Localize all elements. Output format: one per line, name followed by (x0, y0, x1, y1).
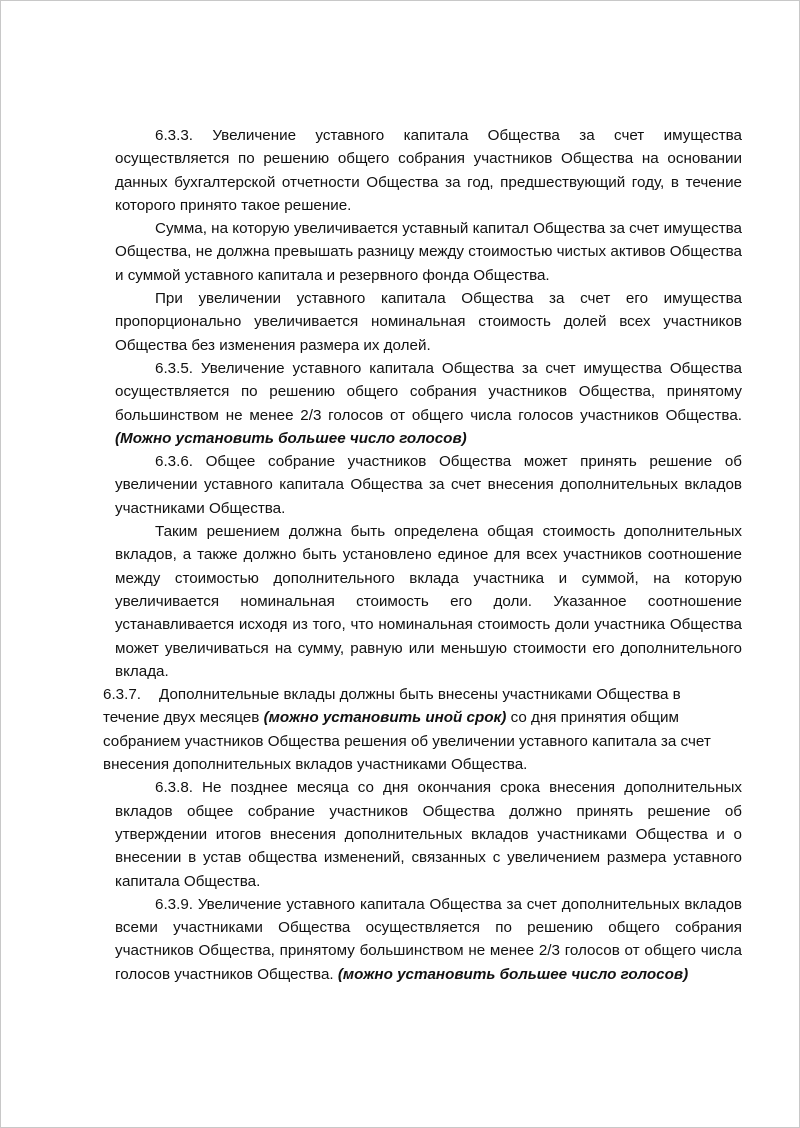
paragraph-6-3-7-text-b: со дня принятия общим собранием участников Общества решения об увеличении уставного капитала за счет внесения дополнительных вкладов участниками Общества. (103, 709, 711, 774)
paragraph-6-3-7-text-a: Дополнительные вклады должны быть внесены участниками Общества в течение двух месяцев (103, 686, 681, 727)
paragraph-ratio-definition: Таким решением должна быть определена общая стоимость дополнительных вкладов, а также должно быть установлено единое для всех участников соотношение между стоимостью дополнительного вклада участника и суммой, на которую увеличивается номинальная стоимость его доли. Указанное соотношение устанавливается исходя из того, что номинальная стоимость доли участника Общества может увеличиваться на сумму, равную или меньшую стоимости его дополнительного вклада. (115, 523, 742, 680)
paragraph-6-3-3: 6.3.3. Увеличение уставного капитала Общества за счет имущества осуществляется по решению общего собрания участников Общества на основании данных бухгалтерской отчетности Общества за год, предшествующий году, в течение которого принято такое решение. (115, 127, 742, 214)
paragraph-6-3-8: 6.3.8. Не позднее месяца со дня окончания срока внесения дополнительных вкладов общее собрание участников Общества должно принять решение об утверждении итогов внесения дополнительных вкладов участниками Общества и о внесении в устав общества изменений, связанных с увеличением размера уставного капитала Общества. (115, 779, 742, 890)
paragraph-proportional-increase: При увеличении уставного капитала Общества за счет его имущества пропорционально увеличивается номинальная стоимость долей всех участников Общества без изменения размера их долей. (115, 290, 742, 354)
paragraph-6-3-5 (115, 357, 742, 450)
paragraph-6-3-5-text: 6.3.5. Увеличение уставного капитала Общества за счет имущества Общества осуществляется по решению общего собрания участников Общества, принятому большинством не менее 2/3 голосов от общего числа голосов участников Общества. (115, 359, 742, 424)
paragraph-6-3-5-note: (Можно установить большее число голосов) (115, 429, 467, 447)
paragraph-6-3-7 (103, 683, 713, 776)
paragraph-6-3-9-note: (можно установить большее число голосов) (337, 965, 689, 983)
paragraph-6-3-9-text: 6.3.9. Увеличение уставного капитала Общества за счет дополнительных вкладов всеми участниками Общества осуществляется по решению общего собрания участников Общества, принятому большинством не менее 2/3 голосов от общего числа голосов участников Общества. (115, 895, 742, 983)
paragraph-6-3-7-note: (можно установить иной срок) (263, 709, 507, 727)
paragraph-6-3-7-number: 6.3.7. (103, 686, 141, 704)
paragraph-6-3-6: 6.3.6. Общее собрание участников Общества может принять решение об увеличении уставного капитала Общества за счет внесения дополнительных вкладов участниками Общества. (115, 453, 742, 517)
paragraph-6-3-9 (115, 893, 742, 986)
document-body (103, 124, 742, 986)
paragraph-amount-limit: Сумма, на которую увеличивается уставный капитал Общества за счет имущества Общества, не должна превышать разницу между стоимостью чистых активов Общества и суммой уставного капитала и резервного фонда Общества. (115, 220, 742, 284)
